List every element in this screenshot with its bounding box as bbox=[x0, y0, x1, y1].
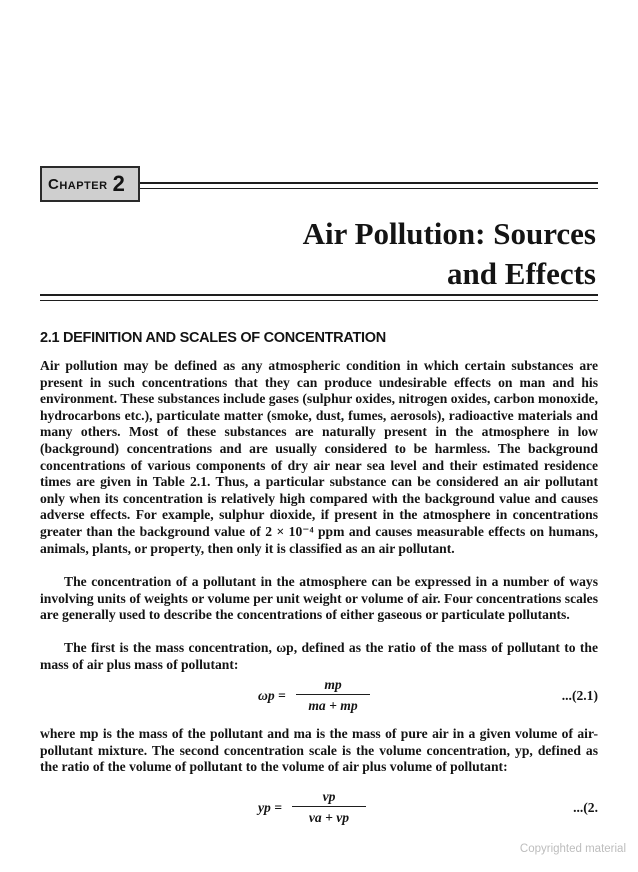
fraction-bar bbox=[296, 694, 370, 695]
fraction-bar bbox=[292, 806, 366, 807]
paragraph-definition: Air pollution may be defined as any atmospheric condition in which certain substances are present in such concentrations that they can produce undesirable effects on man and his environment. These substances include gases (sulphur oxides, nitrogen oxides, carbon monoxide, hydrocarbons etc.), particulate matter (smoke, dust, fumes, aerosols), radioactive materials and many others. Most of these substances are naturally present in the atmosphere in low (background) concentrations and are usually considered to be harmless. The background concentrations of various components of dry air near sea level and their estimated residence times are given in Table 2.1. Thus, a particular substance can be considered an air pollutant only when its concentration is relatively high compared with the background value and causes adverse effects. For example, sulphur dioxide, if present in the atmosphere in concentrations greater than the background value of 2 × 10⁻⁴ ppm and causes measurable effects on humans, animals, plants, or property, then only it is classified as an air pollutant. bbox=[40, 358, 598, 556]
chapter-number: 2 bbox=[112, 171, 125, 196]
chapter-label-box bbox=[40, 166, 140, 202]
chapter-word: Chapter bbox=[48, 175, 108, 193]
equation-2-2-fraction bbox=[292, 788, 366, 826]
chapter-title-line-1: Air Pollution: Sources bbox=[302, 216, 596, 251]
paragraph-mass-concentration: The first is the mass concentration, ωp, defined as the ratio of the mass of pollutant to the mass of air plus mass of pollutant: bbox=[40, 640, 598, 672]
equation-2-1 bbox=[40, 676, 598, 716]
paragraph-concentration-scales: The concentration of a pollutant in the atmosphere can be expressed in a number of ways involving units of weights or volume per unit weight or volume of air. Four concentrations scales are generally used to describe the concentrations of either gaseous or particulate pollutants. bbox=[40, 574, 598, 623]
chapter-title-line-2: and Effects bbox=[447, 256, 596, 291]
equation-2-2-number: ...(2. bbox=[573, 800, 598, 815]
equation-2-1-number: ...(2.1) bbox=[561, 688, 598, 703]
equation-2-1-denominator: ma + mp bbox=[308, 698, 358, 713]
equation-2-1-numerator: mp bbox=[324, 677, 342, 692]
section-heading: 2.1 DEFINITION AND SCALES OF CONCENTRATION bbox=[40, 330, 386, 346]
chapter-rule-thin bbox=[140, 188, 598, 189]
equation-2-1-lhs: ωp = bbox=[258, 688, 286, 703]
equation-2-2-numerator: vp bbox=[322, 789, 336, 804]
equation-2-2-denominator: va + vp bbox=[308, 810, 350, 825]
equation-2-1-fraction bbox=[296, 676, 370, 714]
title-rule-thin bbox=[40, 300, 598, 301]
chapter-rule bbox=[140, 182, 598, 184]
equation-2-2-lhs: yp = bbox=[258, 800, 282, 815]
equation-2-2 bbox=[40, 788, 598, 828]
chapter-title bbox=[176, 214, 596, 294]
paragraph-volume-concentration: where mp is the mass of the pollutant and ma is the mass of pure air in a given volume of air-pollutant mixture. The second concentration scale is the volume concentration, yp, defined as the ratio of the volume of pollutant to the volume of air plus volume of pollutant: bbox=[40, 726, 598, 775]
title-rule bbox=[40, 294, 598, 296]
copyright-watermark: Copyrighted material bbox=[519, 843, 626, 855]
